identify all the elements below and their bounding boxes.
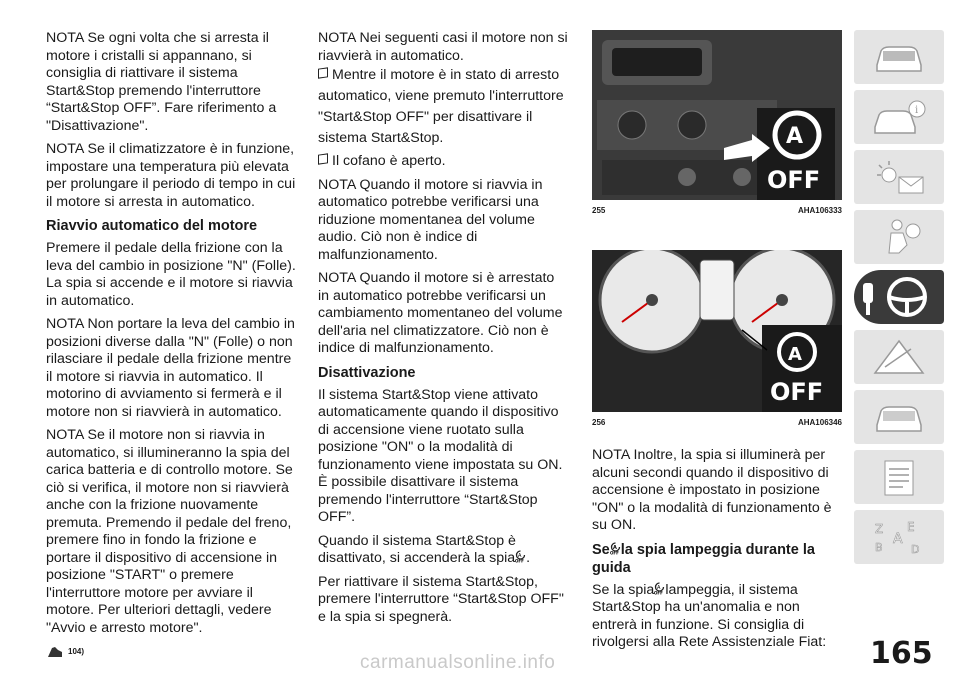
chapter-tab-maintenance[interactable] [854, 390, 944, 444]
svg-text:OFF: OFF [609, 550, 619, 555]
chapter-tab-emergency[interactable] [854, 330, 944, 384]
note-paragraph: NOTA Se il motore non si riavvia in automatico, si illumineranno la spia del carica batteria e di controllo motore. Se ciò si verifica, il motore non si riavvierà anche con la frizione nuovamente premuta. Premendo il pedale del freno, premere fino in fondo la frizione e portare il dispositivo di accensione in posizione "START" o premere l'interruttore motore per avviare il motore. Per ulteriori dettagli, vedere "Avvio e arresto motore". [46, 427, 293, 636]
svg-text:Z: Z [875, 522, 884, 536]
figure-caption [592, 202, 842, 220]
section-heading: Disattivazione [318, 364, 416, 381]
paragraph: Premere il pedale della frizione con la leva del cambio in posizione "N" (Folle). La spia si accende e il motore si riavvia in automatico. [46, 240, 296, 309]
bullet-item: Il cofano è aperto. [318, 153, 568, 171]
chapter-index-sidebar [854, 30, 950, 570]
svg-text:A: A [518, 553, 522, 559]
note-paragraph: NOTA Se il climatizzatore è in funzione, impostare una temperatura più elevata per prolungare il periodo di tempo in cui il motore si arresta in automatico. [46, 141, 296, 210]
paragraph: Quando il sistema Start&Stop è disattivato, si accenderà la spia A OFF . [318, 532, 531, 566]
start-stop-off-lamp-icon [654, 582, 665, 595]
figure-caption [592, 414, 842, 432]
alphabet-index-icon [869, 517, 929, 557]
note-paragraph: NOTA Non portare la leva del cambio in posizioni diverse dalla "N" (Folle) o non rilasciare il pedale della frizione mentre il motore si riavvia in automatico. Il motorino di avviamento si fermerà e il motore non si riavvierà in automatico. [46, 316, 295, 420]
note-paragraph: NOTA Nei seguenti casi il motore non si riavvierà in automatico. [318, 30, 568, 64]
svg-text:A: A [612, 544, 617, 551]
airbag-seat-icon [869, 217, 929, 257]
warning-hand-icon [46, 645, 64, 659]
column-1 [46, 30, 298, 661]
svg-text:OFF: OFF [515, 558, 525, 563]
bullet-icon [318, 67, 328, 78]
note-paragraph: NOTA Quando il motore si è arrestato in automatico potrebbe verificarsi un cambiamento momentaneo del volume dell'aria nel climatizzatore. Ciò non è indice di malfunzionamento. [318, 270, 563, 356]
paragraph: Per riattivare il sistema Start&Stop, premere l'interruttore “Start&Stop OFF" e la spia si spegnerà. [318, 573, 564, 625]
steering-wheel-key-icon [859, 273, 939, 321]
watermark: carmanualsonline.info [360, 652, 556, 673]
warning-reference[interactable] [46, 643, 298, 661]
svg-text:OFF: OFF [654, 590, 664, 595]
chapter-tab-lights[interactable] [854, 150, 944, 204]
chapter-tab-driving-active[interactable] [854, 270, 944, 324]
chapter-tab-index[interactable] [854, 510, 944, 564]
instrument-cluster-photo [592, 250, 842, 412]
warning-triangle-icon [869, 337, 929, 377]
dashboard-photo [592, 30, 842, 200]
paragraph: Il sistema Start&Stop viene attivato automaticamente quando il dispositivo di accensione viene ruotato sulla posizione "ON" o la modalità di funzionamento viene impostata su ON. È possibile disattivare il sistema premendo l'interruttore “Start&Stop OFF”. [318, 386, 563, 525]
start-stop-off-lamp-icon [515, 550, 526, 563]
chapter-tab-vehicle[interactable] [854, 30, 944, 84]
svg-text:OFF: OFF [767, 166, 821, 194]
svg-text:OFF: OFF [770, 377, 824, 406]
section-heading: Se A OFF la spia lampeggia durante la guida [592, 541, 815, 576]
bullet-item: Mentre il motore è in stato di arresto automatico, viene premuto l'interruttore "Start&Stop OFF" per disattivare il sistema Start&Stop. [318, 67, 564, 146]
page-number: 165 [870, 636, 933, 671]
car-service-icon [869, 397, 929, 437]
svg-text:A: A [893, 531, 903, 547]
figure-code: AHA106333 [797, 206, 842, 215]
column-3 [592, 30, 842, 658]
svg-text:E: E [907, 520, 915, 534]
warning-ref-label: 104) [68, 647, 85, 656]
figure-dashboard-button [592, 30, 842, 200]
figure-instrument-cluster [592, 250, 842, 412]
chapter-tab-safety[interactable] [854, 210, 944, 264]
svg-text:B: B [875, 541, 883, 554]
section-heading: Riavvio automatico del motore [46, 218, 258, 234]
figure-code: AHA106346 [797, 417, 842, 427]
note-paragraph: NOTA Inoltre, la spia si illuminerà per alcuni secondi quando il dispositivo di accensione è impostato in posizione "ON" o la modalità di funzionamento è su ON. [592, 447, 832, 533]
figure-number: 255 [592, 206, 606, 215]
document-list-icon [869, 457, 929, 497]
chapter-tab-info[interactable] [854, 90, 944, 144]
start-stop-off-lamp-icon [610, 542, 621, 555]
paragraph: Se la spia A OFF lampeggia, il sistema Start&Stop ha un'anomalia e non entrerà in funzione. Si consiglia di rivolgersi alla Rete Assistenziale Fiat: [592, 581, 827, 650]
column-2 [318, 30, 568, 632]
svg-text:A: A [788, 343, 802, 365]
svg-text:D: D [911, 543, 920, 556]
chapter-tab-technical-data[interactable] [854, 450, 944, 504]
note-paragraph: NOTA Se ogni volta che si arresta il motore i cristalli si appannano, si consiglia di riattivare il sistema Start&Stop premendo l'interruttore “Start&Stop OFF”. Fare riferimento a "Disattivazione". [46, 30, 277, 134]
svg-text:A: A [786, 124, 804, 149]
svg-text:A: A [657, 584, 661, 591]
figure-number: 256 [592, 417, 606, 427]
car-front-icon [869, 37, 929, 77]
note-paragraph: NOTA Quando il motore si riavvia in automatico potrebbe verificarsi una riduzione momentanea del volume audio. Ciò non è indice di malfunzionamento. [318, 176, 543, 263]
car-info-icon [869, 97, 929, 137]
bullet-icon [318, 153, 328, 164]
svg-text:i: i [915, 105, 919, 116]
light-message-icon [869, 157, 929, 197]
